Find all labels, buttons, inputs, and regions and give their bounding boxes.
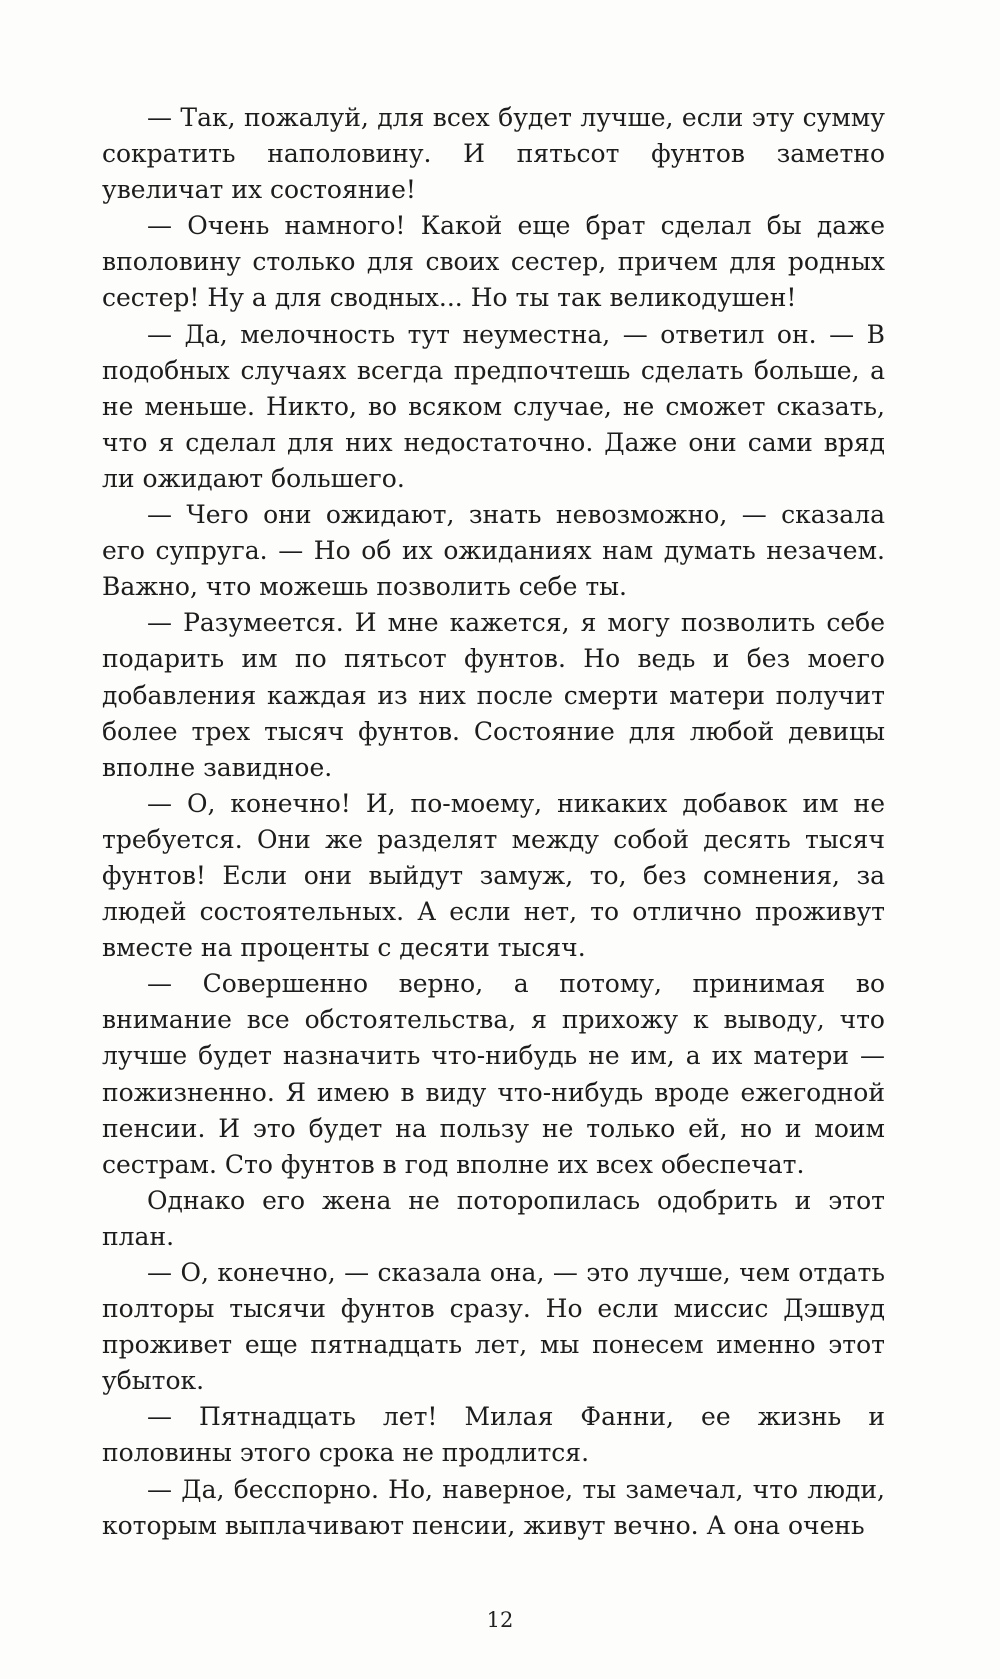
paragraph: — Совершенно верно, а потому, принимая во внимание все обстоятельства, я прихожу к выводу, что лучше будет назначить что-нибудь не им, а их матери — пожизненно. Я имею в виду что-нибудь вроде ежегодной пенсии. И это будет на пользу не только ей, но и моим сестрам. Сто фунтов в год вполне их всех обеспечат. bbox=[102, 969, 885, 1179]
paragraph: — Разумеется. И мне кажется, я могу позволить себе подарить им по пятьсот фунтов. Но ведь и без моего добавления каждая из них после смерти матери получит более трех тысяч фунтов. Состояние для любой девицы вполне завидное. bbox=[102, 608, 885, 782]
paragraph: — Очень намного! Какой еще брат сделал бы даже вполовину столько для своих сестер, причем для родных сестер! Ну а для сводных... Но ты так великодушен! bbox=[102, 211, 885, 313]
paragraph: — Чего они ожидают, знать невозможно, — сказала его супруга. — Но об их ожиданиях нам думать незачем. Важно, что можешь позволить себе ты. bbox=[102, 500, 885, 602]
paragraph: — О, конечно, — сказала она, — это лучше, чем отдать полторы тысячи фунтов сразу. Но если миссис Дэшвуд проживет еще пятнадцать лет, мы понесем именно этот убыток. bbox=[102, 1258, 885, 1396]
paragraph: — Пятнадцать лет! Милая Фанни, ее жизнь и половины этого срока не продлится. bbox=[102, 1402, 885, 1468]
paragraph: — Да, бесспорно. Но, наверное, ты замечал, что люди, которым выплачивают пенсии, живут вечно. А она очень bbox=[102, 1474, 885, 1540]
paragraph: Однако его жена не поторопилась одобрить и этот план. bbox=[102, 1185, 885, 1251]
page-number: 12 bbox=[486, 1608, 514, 1632]
paragraph: — Да, мелочность тут неуместна, — ответил он. — В подобных случаях всегда предпочтешь сделать больше, а не меньше. Никто, во всяком случае, не сможет сказать, что я сделал для них недостаточно. Даже они сами вряд ли ожидают большего. bbox=[102, 319, 885, 493]
paragraph: — О, конечно! И, по-моему, никаких добавок им не требуется. Они же разделят между собой десять тысяч фунтов! Если они выйдут замуж, то, без сомнения, за людей состоятельных. А если нет, то отлично проживут вместе на проценты с десяти тысяч. bbox=[102, 788, 885, 963]
paragraph: — Так, пожалуй, для всех будет лучше, если эту сумму сократить наполовину. И пятьсот фунтов заметно увеличат их состояние! bbox=[102, 103, 885, 205]
page-body-text bbox=[102, 100, 885, 1544]
